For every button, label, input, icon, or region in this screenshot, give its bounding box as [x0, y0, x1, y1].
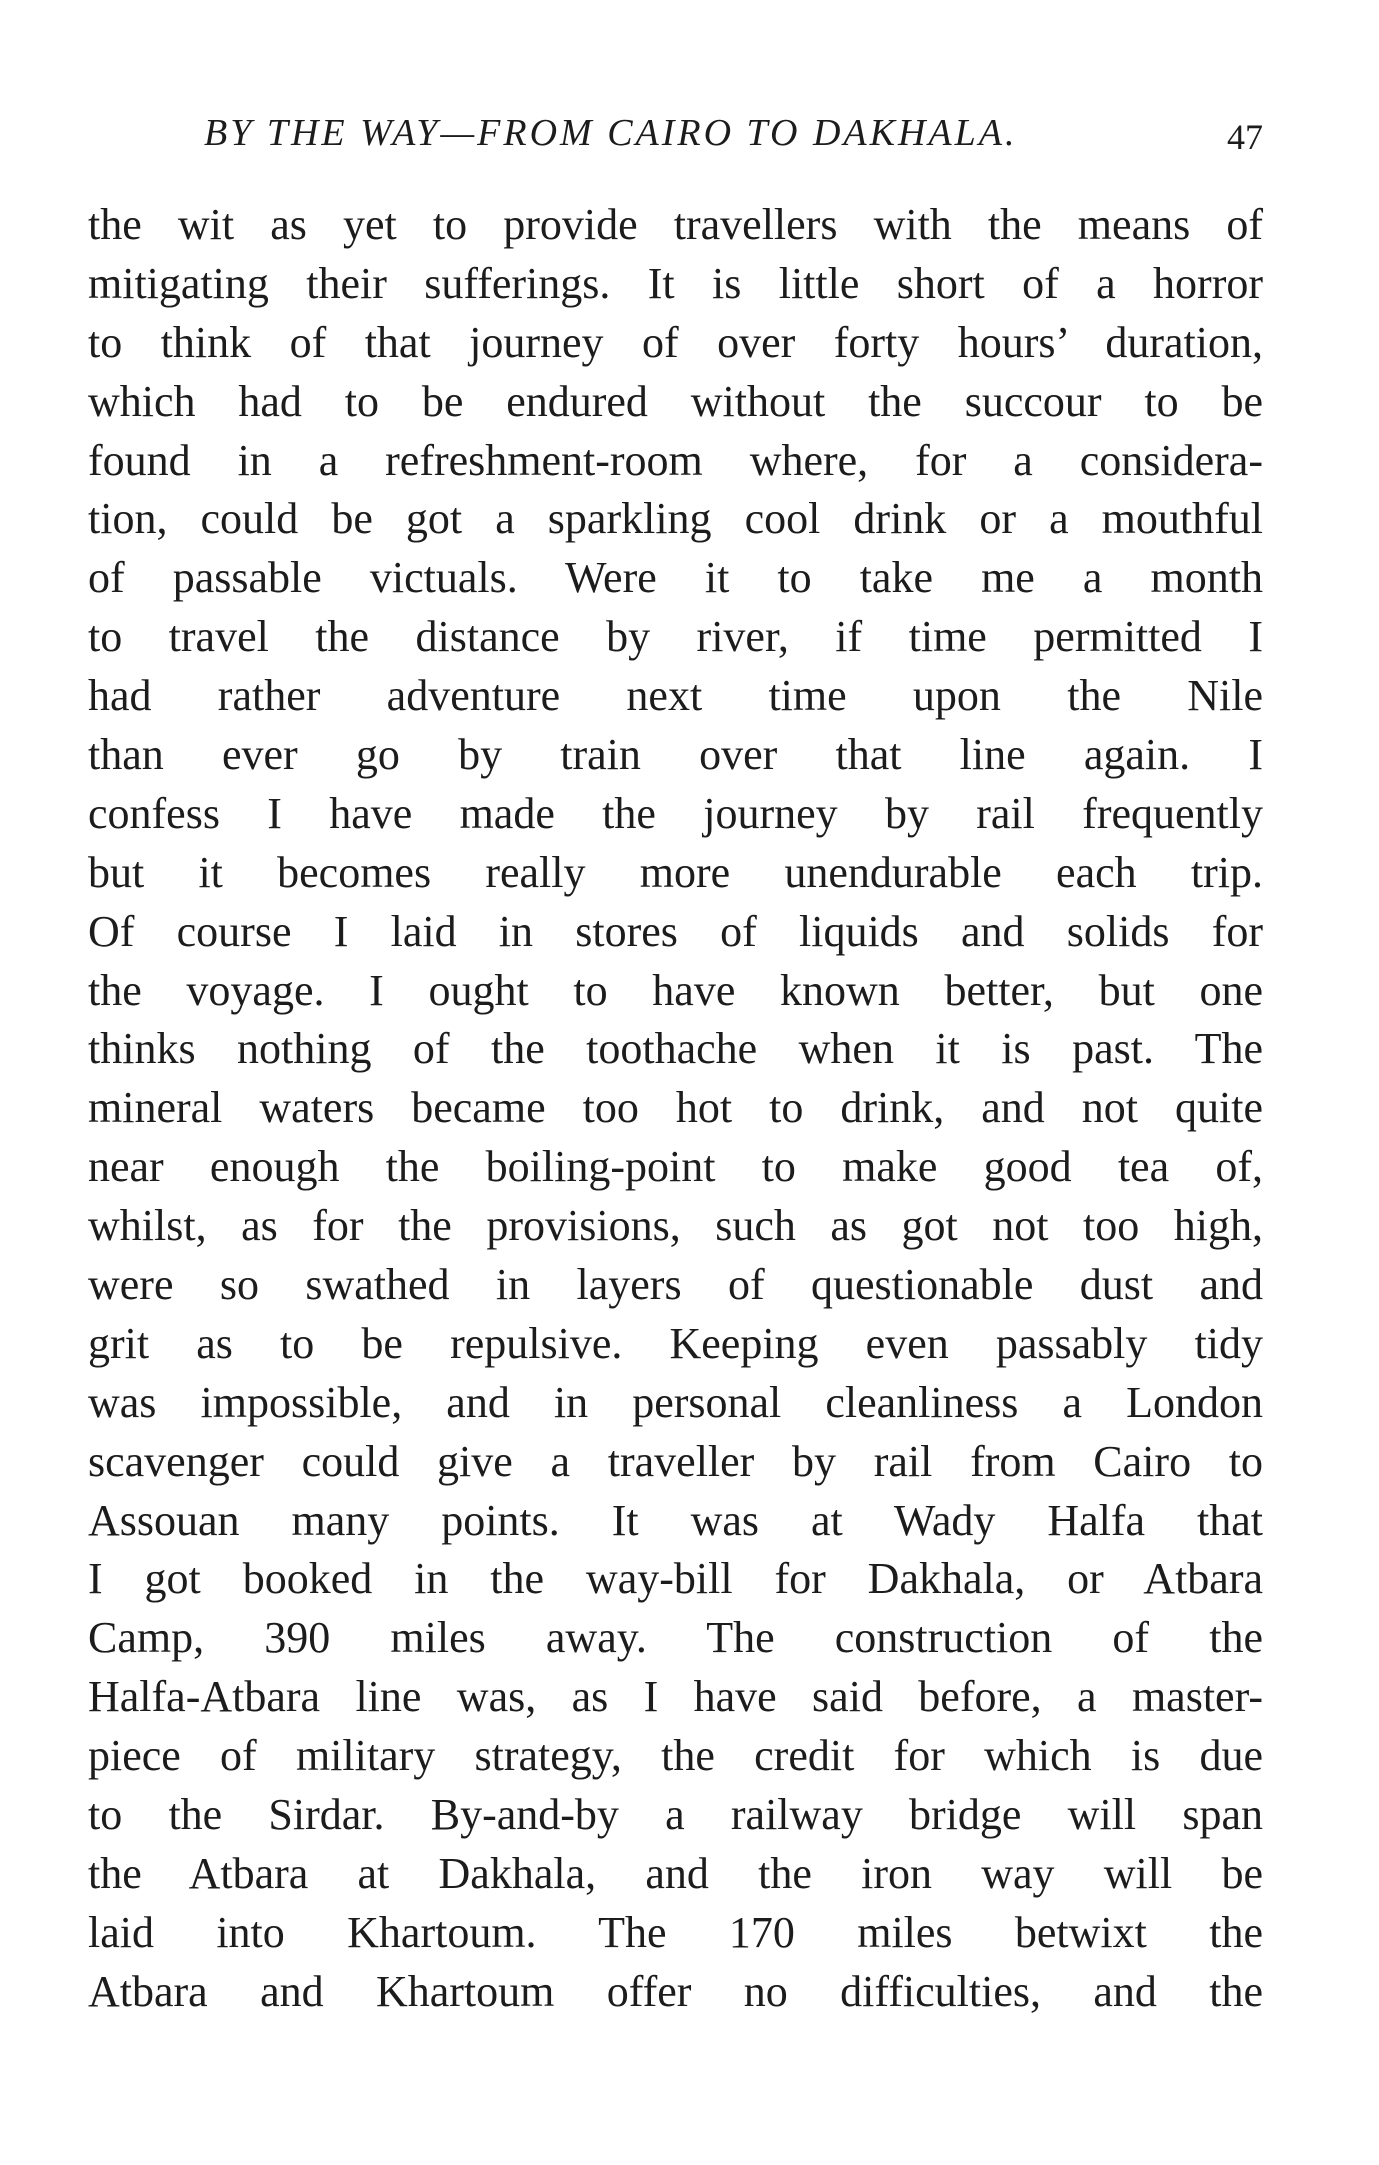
text-line: tion, could be got a sparkling cool drink or a mouthful [88, 494, 1263, 544]
text-line: confess I have made the journey by rail frequently [88, 788, 1263, 838]
running-head [88, 105, 1263, 161]
text-line: to think of that journey of over forty hours’ duration, [88, 317, 1263, 367]
text-line: I got booked in the way-bill for Dakhala, or Atbara [88, 1554, 1263, 1604]
text-line: thinks nothing of the toothache when it is past. The [88, 1024, 1263, 1074]
text-line: found in a refreshment-room where, for a considera- [88, 435, 1263, 485]
text-line: Assouan many points. It was at Wady Halfa that [88, 1495, 1263, 1545]
text-line: piece of military strategy, the credit for which is due [88, 1731, 1263, 1781]
text-line: whilst, as for the provisions, such as got not too high, [88, 1201, 1263, 1251]
text-line: but it becomes really more unendurable each trip. [88, 847, 1263, 897]
text-line: were so swathed in layers of questionable dust and [88, 1260, 1263, 1310]
text-line: near enough the boiling-point to make good tea of, [88, 1142, 1263, 1192]
text-line: grit as to be repulsive. Keeping even passably tidy [88, 1318, 1263, 1368]
text-line: to travel the distance by river, if time permitted I [88, 612, 1263, 662]
text-line: than ever go by train over that line again. I [88, 730, 1263, 780]
text-line: which had to be endured without the succour to be [88, 376, 1263, 426]
text-line: had rather adventure next time upon the Nile [88, 671, 1263, 721]
body-text [88, 196, 1263, 2022]
text-line: mitigating their sufferings. It is little short of a horror [88, 258, 1263, 308]
text-line: the voyage. I ought to have known better, but one [88, 965, 1263, 1015]
text-line: Camp, 390 miles away. The construction of the [88, 1613, 1263, 1663]
text-line: the Atbara at Dakhala, and the iron way will be [88, 1848, 1263, 1898]
running-title: BY THE WAY—FROM CAIRO TO DAKHALA. [204, 112, 1018, 154]
page-number: 47 [1227, 117, 1263, 157]
text-line: to the Sirdar. By-and-by a railway bridge will span [88, 1790, 1263, 1840]
text-line: Atbara and Khartoum offer no difficulties, and the [88, 1966, 1263, 2016]
text-line: was impossible, and in personal cleanliness a London [88, 1377, 1263, 1427]
text-line: Halfa-Atbara line was, as I have said before, a master- [88, 1672, 1263, 1722]
text-line: of passable victuals. Were it to take me a month [88, 553, 1263, 603]
text-line: Of course I laid in stores of liquids and solids for [88, 906, 1263, 956]
text-line: the wit as yet to provide travellers with the means of [88, 200, 1263, 249]
text-line: laid into Khartoum. The 170 miles betwixt the [88, 1907, 1263, 1957]
text-line: scavenger could give a traveller by rail from Cairo to [88, 1436, 1263, 1486]
text-line: mineral waters became too hot to drink, and not quite [88, 1083, 1263, 1133]
